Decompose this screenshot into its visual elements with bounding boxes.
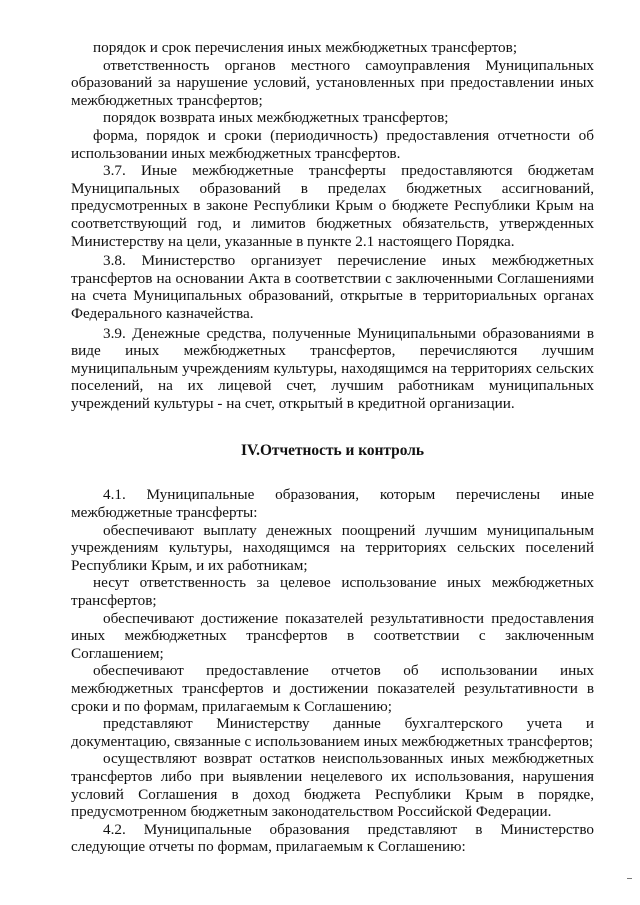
paragraph-3-8: 3.8. Министерство организует перечисление иных межбюджетных трансфертов на основании Акта в соответствии с заключенными Соглашениями на счета Муниципальных образований, открытые в территориальных органах Федерального казначейства. — [71, 252, 594, 322]
paragraph-3-9: 3.9. Денежные средства, полученные Муниципальными образованиями в виде иных межбюджетных трансфертов, перечисляются лучшим муниципальным учреждениям культуры, находящимся на территориях сельских поселений, на их лицевой счет, лучшим работникам муниципальных учреждений культуры - на счет, открытый в кредитной организации. — [71, 324, 594, 412]
paragraph: форма, порядок и сроки (периодичность) предоставления отчетности об использовании иных межбюджетных трансфертов. — [71, 126, 594, 162]
paragraph: порядок и срок перечисления иных межбюджетных трансфертов; — [93, 39, 518, 56]
list-item: осуществляют возврат остатков неиспользованных иных межбюджетных трансфертов либо при выявлении нецелевого их использования, нарушения условий Соглашения в доход бюджета Республики Крым в порядке, предусмотренном бюджетным законодательством Российской Федерации. — [71, 750, 594, 821]
scan-mark — [627, 878, 632, 882]
list-item: несут ответственность за целевое использование иных межбюджетных трансфертов; — [71, 574, 594, 610]
list-item: представляют Министерству данные бухгалтерского учета и документацию, связанные с использованием иных межбюджетных трансфертов; — [71, 715, 594, 750]
list-item: обеспечивают достижение показателей результативности предоставления иных межбюджетных трансфертов в соответствии с заключенным Соглашением; — [71, 609, 594, 662]
paragraph-3-7: 3.7. Иные межбюджетные трансферты предоставляются бюджетам Муниципальных образований в пределах бюджетных ассигнований, предусмотренных в законе Республики Крым о бюджете Республики Крым на соответствующий год, и лимитов бюджетных обязательств, утвержденных Министерству на цели, указанные в пункте 2.1 настоящего Порядка. — [71, 162, 594, 250]
list-item: обеспечивают предоставление отчетов об использовании иных межбюджетных трансфертов и достижении показателей результативности в сроки и по формам, прилагаемым к Соглашению; — [71, 662, 594, 715]
paragraph-4-1: 4.1. Муниципальные образования, которым перечислены иные межбюджетные трансферты: — [71, 486, 594, 522]
list-item: обеспечивают выплату денежных поощрений лучшим муниципальным учреждениям культуры, находящимся на территориях сельских поселений Республики Крым, и их работникам; — [71, 521, 594, 574]
paragraph-4-2: 4.2. Муниципальные образования представляют в Министерство следующие отчеты по формам, прилагаемым к Соглашению: — [71, 820, 594, 856]
paragraph: ответственность органов местного самоуправления Муниципальных образований за нарушение условий, установленных при предоставлении иных межбюджетных трансфертов; — [71, 56, 594, 109]
paragraph: порядок возврата иных межбюджетных трансфертов; — [103, 109, 449, 127]
section-heading: IV.Отчетность и контроль — [240, 442, 425, 460]
